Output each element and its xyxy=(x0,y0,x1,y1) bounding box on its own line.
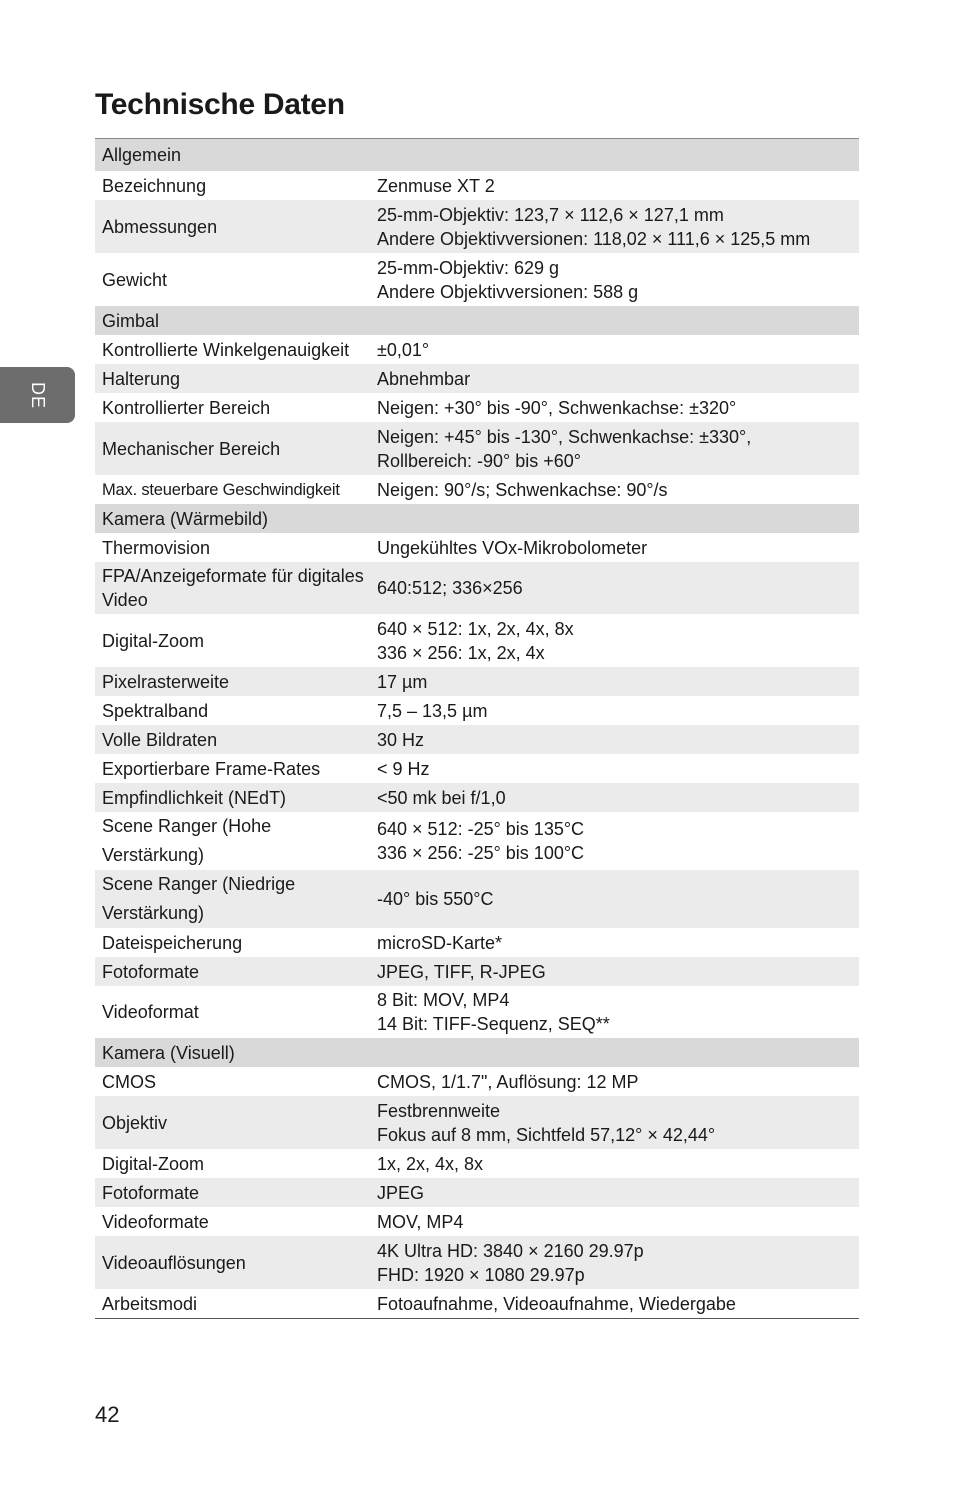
spec-row xyxy=(95,1149,859,1178)
spec-row xyxy=(95,1178,859,1207)
section-title: Gimbal xyxy=(102,310,160,331)
spec-label: Videoformate xyxy=(102,1211,209,1232)
spec-value-line: 336 × 256: -25° bis 100°C xyxy=(377,843,585,863)
spec-value xyxy=(377,728,859,752)
spec-label: Halterung xyxy=(102,368,181,389)
spec-label: Mechanischer Bereich xyxy=(102,438,281,459)
spec-value-line: 25-mm-Objektiv: 123,7 × 112,6 × 127,1 mm xyxy=(377,204,724,225)
spec-row xyxy=(95,812,859,870)
spec-value-line: -40° bis 550°C xyxy=(377,889,494,909)
spec-value-line: 17 µm xyxy=(377,671,428,692)
spec-value xyxy=(377,367,859,391)
spec-value-line: Abnehmbar xyxy=(377,368,471,389)
language-tab-de xyxy=(0,367,75,423)
spec-value xyxy=(377,757,859,781)
spec-label: Digital-Zoom xyxy=(102,630,205,651)
section-title: Allgemein xyxy=(102,145,182,165)
spec-value xyxy=(377,699,859,723)
language-tab-label: DE xyxy=(27,381,48,409)
page-title: Technische Daten xyxy=(95,88,345,121)
spec-row xyxy=(95,696,859,725)
spec-row xyxy=(95,1067,859,1096)
spec-value-line: Neigen: 90°/s; Schwenkachse: 90°/s xyxy=(377,479,668,500)
spec-value xyxy=(377,203,859,251)
spec-value xyxy=(377,887,859,911)
spec-value xyxy=(377,478,859,502)
spec-value-line: <50 mk bei f/1,0 xyxy=(377,787,506,808)
spec-label: Pixelrasterweite xyxy=(102,671,230,692)
spec-label: Kontrollierter Bereich xyxy=(102,397,271,418)
spec-value-line: 336 × 256: 1x, 2x, 4x xyxy=(377,642,545,663)
spec-row xyxy=(95,667,859,696)
spec-value xyxy=(377,396,859,420)
spec-row xyxy=(95,928,859,957)
spec-label: Dateispeicherung xyxy=(102,932,243,953)
spec-value-line: Fokus auf 8 mm, Sichtfeld 57,12° × 42,44° xyxy=(377,1124,716,1145)
spec-value-line: ±0,01° xyxy=(377,339,430,360)
spec-value-line: JPEG, TIFF, R-JPEG xyxy=(377,961,546,982)
spec-label: Arbeitsmodi xyxy=(102,1293,198,1314)
spec-label: Objektiv xyxy=(102,1112,168,1133)
spec-value-line: Rollbereich: -90° bis +60° xyxy=(377,450,582,471)
spec-label: Empfindlichkeit (NEdT) xyxy=(102,787,287,808)
spec-label: Scene Ranger (Niedrige Verstärkung) xyxy=(102,874,296,923)
section-header xyxy=(95,139,859,171)
spec-label: Thermovision xyxy=(102,537,211,558)
spec-label: FPA/Anzeigeformate für digitales Video xyxy=(102,566,364,610)
spec-value-line: 640 × 512: 1x, 2x, 4x, 8x xyxy=(377,618,574,639)
spec-row xyxy=(95,364,859,393)
spec-label: Abmessungen xyxy=(102,216,218,237)
spec-value xyxy=(377,536,859,560)
spec-value-line: MOV, MP4 xyxy=(377,1211,464,1232)
spec-label: Videoauflösungen xyxy=(102,1252,246,1273)
spec-row xyxy=(95,171,859,200)
spec-value xyxy=(377,576,859,600)
spec-value-line: Zenmuse XT 2 xyxy=(377,175,495,196)
spec-value-line: CMOS, 1/1.7", Auflösung: 12 MP xyxy=(377,1071,639,1092)
spec-label: Kontrollierte Winkelgenauigkeit xyxy=(102,339,350,360)
spec-value-line: 640:512; 336×256 xyxy=(377,578,523,598)
spec-row xyxy=(95,725,859,754)
spec-value xyxy=(377,670,859,694)
spec-value xyxy=(377,1152,859,1176)
spec-row xyxy=(95,754,859,783)
spec-label: Bezeichnung xyxy=(102,175,207,196)
spec-row xyxy=(95,957,859,986)
spec-value xyxy=(377,338,859,362)
spec-value xyxy=(377,1239,859,1287)
section-header xyxy=(95,1038,859,1067)
spec-value xyxy=(377,817,859,865)
spec-value xyxy=(377,617,859,665)
spec-row xyxy=(95,614,859,667)
spec-label: Fotoformate xyxy=(102,1182,200,1203)
spec-label: Spektralband xyxy=(102,700,209,721)
spec-label: Videoformat xyxy=(102,1002,199,1022)
spec-value-line: JPEG xyxy=(377,1182,425,1203)
spec-value xyxy=(377,1070,859,1094)
spec-row xyxy=(95,783,859,812)
spec-value xyxy=(377,1099,859,1147)
spec-value-line: 30 Hz xyxy=(377,729,425,750)
spec-label: Scene Ranger (Hohe Verstärkung) xyxy=(102,816,272,865)
section-title: Kamera (Wärmebild) xyxy=(102,508,269,529)
spec-row xyxy=(95,200,859,253)
section-header xyxy=(95,306,859,335)
spec-value xyxy=(377,786,859,810)
spec-value-line: 7,5 – 13,5 µm xyxy=(377,700,488,721)
spec-row xyxy=(95,393,859,422)
spec-row xyxy=(95,253,859,306)
spec-value-line: 25-mm-Objektiv: 629 g xyxy=(377,257,560,278)
spec-label: CMOS xyxy=(102,1071,156,1092)
spec-label: Gewicht xyxy=(102,269,168,290)
spec-label: Exportierbare Frame-Rates xyxy=(102,758,321,779)
spec-label: Digital-Zoom xyxy=(102,1153,205,1174)
spec-row xyxy=(95,1207,859,1236)
spec-row xyxy=(95,533,859,562)
section-title: Kamera (Visuell) xyxy=(102,1042,235,1063)
spec-value xyxy=(377,1292,859,1316)
spec-value-line: 640 × 512: -25° bis 135°C xyxy=(377,819,585,839)
spec-value-line: Andere Objektivversionen: 118,02 × 111,6 × 125,5 mm xyxy=(377,228,811,249)
spec-value xyxy=(377,960,859,984)
spec-table xyxy=(95,138,859,1319)
spec-value-line: Neigen: +45° bis -130°, Schwenkachse: ±330°, xyxy=(377,426,752,447)
spec-row xyxy=(95,562,859,614)
spec-value-line: Festbrennweite xyxy=(377,1100,501,1121)
spec-value xyxy=(377,174,859,198)
spec-value-line: microSD-Karte* xyxy=(377,932,503,953)
spec-row xyxy=(95,1096,859,1149)
spec-value xyxy=(377,425,859,473)
spec-value-line: < 9 Hz xyxy=(377,758,430,779)
spec-value xyxy=(377,931,859,955)
spec-value xyxy=(377,256,859,304)
spec-row xyxy=(95,422,859,475)
spec-value-line: FHD: 1920 × 1080 29.97p xyxy=(377,1264,585,1285)
spec-value-line: Ungekühltes VOx-Mikrobolometer xyxy=(377,537,648,558)
spec-row xyxy=(95,1236,859,1289)
spec-label: Fotoformate xyxy=(102,961,200,982)
spec-row xyxy=(95,475,859,504)
spec-value-line: 1x, 2x, 4x, 8x xyxy=(377,1153,484,1174)
spec-row xyxy=(95,335,859,364)
spec-value-line: 4K Ultra HD: 3840 × 2160 29.97p xyxy=(377,1240,644,1261)
spec-row xyxy=(95,1289,859,1318)
section-header xyxy=(95,504,859,533)
spec-value-line: Fotoaufnahme, Videoaufnahme, Wiedergabe xyxy=(377,1293,736,1314)
page-number: 42 xyxy=(95,1402,120,1427)
spec-row xyxy=(95,870,859,928)
spec-label: Volle Bildraten xyxy=(102,729,218,750)
spec-value xyxy=(377,988,859,1036)
spec-value-line: Andere Objektivversionen: 588 g xyxy=(377,281,639,302)
spec-label: Max. steuerbare Geschwindigkeit xyxy=(102,480,340,499)
spec-value xyxy=(377,1210,859,1234)
spec-value-line: Neigen: +30° bis -90°, Schwenkachse: ±320° xyxy=(377,397,737,418)
spec-row xyxy=(95,986,859,1038)
spec-value-line: 14 Bit: TIFF-Sequenz, SEQ** xyxy=(377,1014,610,1034)
spec-value-line: 8 Bit: MOV, MP4 xyxy=(377,990,510,1010)
spec-value xyxy=(377,1181,859,1205)
